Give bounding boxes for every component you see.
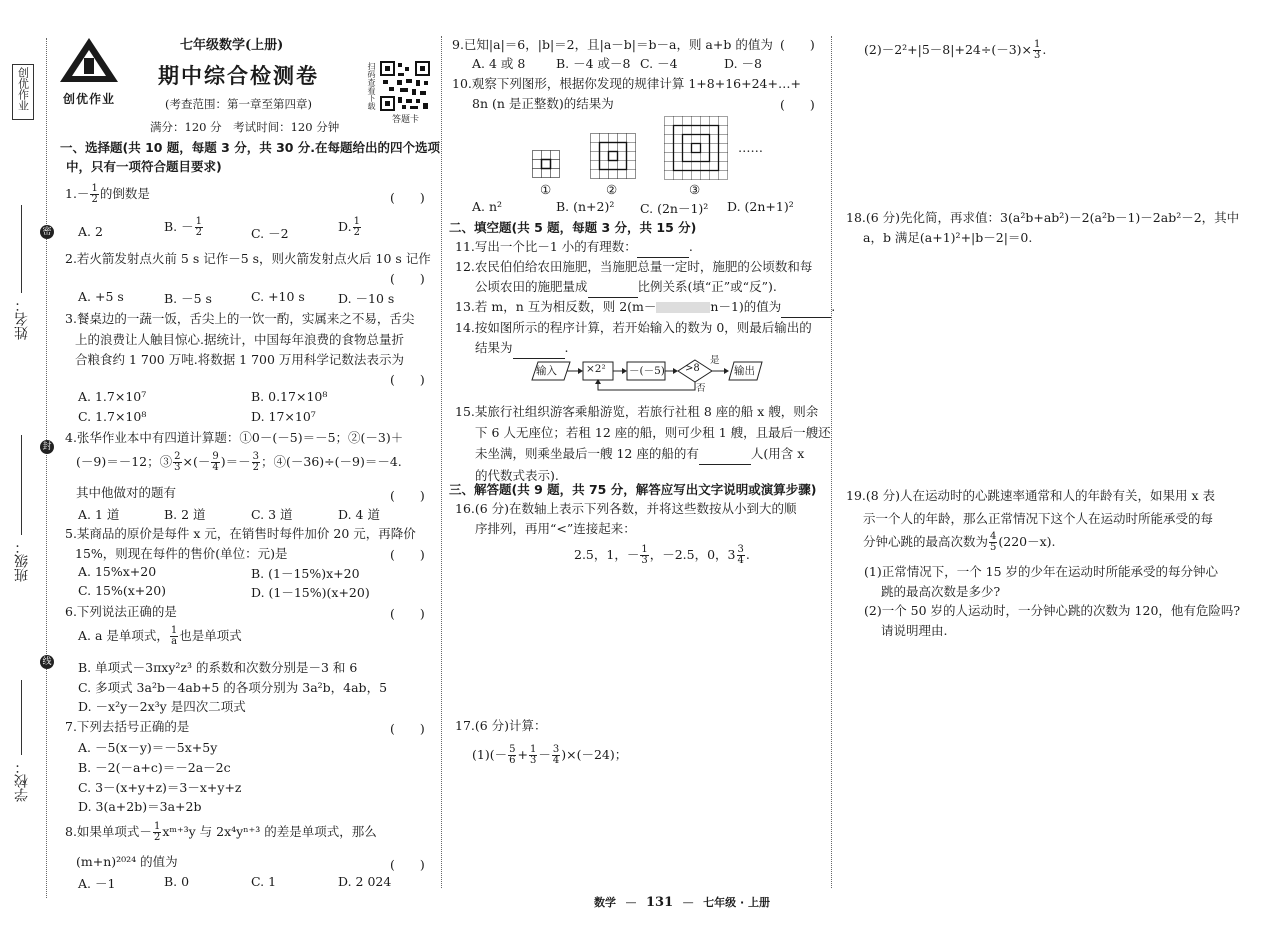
- q4-frac1-den: 3: [174, 462, 181, 473]
- q4-line2-d: )＝－: [220, 454, 251, 469]
- q10-option-d[interactable]: D. (2n+1)²: [727, 199, 794, 214]
- q9-option-a[interactable]: A. 4 或 8: [472, 56, 526, 71]
- q9-answer-paren[interactable]: ( ): [780, 37, 815, 52]
- q10-dots: ……: [738, 140, 763, 155]
- q1-option-b-den: 2: [195, 227, 203, 238]
- q19-stem: [846, 484, 1215, 553]
- q8-line1: [65, 822, 377, 843]
- column-divider-1: [441, 36, 442, 888]
- school-label: 学校：: [14, 760, 30, 802]
- q7-option-a[interactable]: A. －5(x－y)＝－5x+5y: [78, 740, 218, 755]
- q3-answer-paren[interactable]: ( ): [390, 372, 425, 387]
- q4-option-b[interactable]: B. 2 道: [164, 507, 206, 522]
- q4-frac2-num: 9: [212, 451, 219, 462]
- q16-line2: 序排列，再用“<”连接起来：: [475, 521, 636, 536]
- q12-line2-a: 公顷农田的施肥量成: [475, 279, 588, 294]
- q16-stem: [455, 499, 797, 539]
- q7-answer-paren[interactable]: ( ): [390, 721, 425, 736]
- q17-frac3-den: 4: [552, 755, 560, 766]
- q2-option-c[interactable]: C. +10 s: [251, 289, 305, 304]
- class-line[interactable]: [21, 435, 22, 535]
- q10-stem: [452, 74, 801, 114]
- q17-frac4-den: 3: [1034, 50, 1041, 61]
- q8-line2: (m+n)²⁰²⁴ 的值为: [76, 854, 178, 869]
- q16-frac2-num: 3: [737, 544, 744, 555]
- q5-option-a[interactable]: A. 15%x+20: [78, 564, 157, 579]
- q8-option-d[interactable]: D. 2 024: [338, 874, 392, 889]
- q19-answer-area[interactable]: [846, 645, 1236, 885]
- footer: [594, 893, 770, 912]
- q17-frac2-num: 1: [529, 744, 537, 755]
- q19-line3-b: (220－x).: [998, 534, 1056, 549]
- q8-frac-num: 1: [153, 821, 161, 832]
- q17-p2-b: .: [1042, 42, 1047, 57]
- flow-yes-label: 是: [710, 355, 720, 366]
- section2-title: 二、填空题(共 5 题，每题 3 分，共 15 分): [449, 220, 697, 235]
- q9-stem: 9.已知|a|＝6，|b|＝2，且|a－b|＝b－a，则 a+b 的值为: [452, 37, 773, 52]
- seal-mark-xian: 线: [40, 655, 54, 669]
- q17-p1-d: )×(－24)；: [561, 747, 628, 762]
- q1-option-b-text: B. －: [164, 219, 194, 234]
- q4-line2-a: (－9)＝－12；③: [76, 454, 173, 469]
- q4-line2-b: ×: [182, 454, 193, 469]
- qr-side-label: 扫码查看下载: [367, 62, 376, 110]
- q1-stem-tail: 的倒数是: [99, 186, 150, 201]
- footer-dash-left: —: [625, 896, 637, 909]
- q17-answer-area[interactable]: [452, 775, 822, 885]
- q6-option-a-tail: 也是单项式: [179, 628, 242, 643]
- q16-frac1-den: 3: [641, 555, 648, 566]
- q17-frac4-num: 1: [1034, 39, 1041, 50]
- q16-nums-a: 2.5，1，－: [574, 547, 640, 562]
- q1-option-c[interactable]: C. －2: [251, 226, 289, 241]
- q10-figure-2: [590, 133, 636, 183]
- q10-figure-1: [532, 150, 560, 182]
- q9-option-b[interactable]: B. －4 或－8: [556, 56, 631, 71]
- q7-option-c[interactable]: C. 3－(x+y+z)＝3－x+y+z: [78, 780, 242, 795]
- q17-frac4: [1033, 40, 1041, 61]
- q18-line2: a，b 满足(a+1)²+|b－2|＝0.: [863, 230, 1033, 245]
- q1-option-b-frac: [195, 217, 203, 238]
- q9-option-d[interactable]: D. －8: [724, 56, 762, 71]
- q6-option-a-num: 1: [170, 625, 178, 636]
- q3-option-d[interactable]: D. 17×10⁷: [251, 409, 316, 424]
- seal-line: [46, 38, 47, 898]
- q14-end: .: [564, 340, 569, 355]
- q3-line3: 合粮食约 1 700 万吨.将数据 1 700 万用科学记数法表示为: [75, 352, 404, 367]
- q16-frac1: [640, 545, 648, 566]
- q4-frac3: [252, 452, 260, 473]
- q17-frac1: [508, 745, 516, 766]
- q17-p1-b: +: [517, 747, 528, 762]
- q1-frac-num: 1: [91, 183, 98, 194]
- footer-page-number: 131: [646, 895, 674, 910]
- q8-answer-paren[interactable]: ( ): [390, 857, 425, 872]
- q1-option-d-num: 1: [353, 216, 360, 227]
- q19-frac: [989, 532, 997, 553]
- q10-label-1: ①: [540, 182, 552, 197]
- q16-line1: 16.(6 分)在数轴上表示下列各数，并将这些数按从小到大的顺: [455, 501, 797, 516]
- q19-frac-num: 4: [990, 531, 997, 542]
- q15-line2: 下 6 人无座位；若租 12 座的船，则可少租 1 艘，且最后一艘还: [475, 425, 831, 440]
- q7-stem: 7.下列去括号正确的是: [65, 719, 190, 734]
- q12-line2-b: 比例关系(填“正”或“反”).: [637, 279, 777, 294]
- section3-title: 三、解答题(共 9 题，共 75 分，解答应写出文字说明或演算步骤): [449, 482, 817, 497]
- q1-option-d[interactable]: [338, 217, 362, 238]
- q4-frac3-num: 3: [252, 451, 260, 462]
- qr-code-icon: [380, 61, 430, 111]
- q3-option-b[interactable]: B. 0.17×10⁸: [251, 389, 328, 404]
- q5-option-c[interactable]: C. 15%(x+20): [78, 583, 167, 598]
- grade-title: 七年级数学(上册): [180, 38, 284, 53]
- q11-answer-blank[interactable]: [637, 237, 689, 258]
- q11-text: 11.写出一个比－1 小的有理数：: [455, 239, 637, 254]
- qr-side-text: [367, 62, 379, 112]
- q1-frac: [90, 184, 98, 205]
- q4-frac2-den: 4: [212, 462, 219, 473]
- column-divider-2: [831, 36, 832, 888]
- q16-nums-c: .: [745, 547, 750, 562]
- q13-stem: [455, 297, 835, 318]
- q13-answer-blank[interactable]: [781, 297, 831, 318]
- section1-title: [60, 138, 440, 176]
- q17-part1: [472, 745, 627, 766]
- q17-frac3-num: 3: [552, 744, 560, 755]
- class-label: 班级：: [14, 540, 30, 582]
- q10-grid-3-icon: [664, 116, 728, 180]
- q10-option-a[interactable]: A. n²: [472, 199, 503, 214]
- q10-answer-paren[interactable]: ( ): [780, 97, 815, 112]
- q19-frac-den: 5: [990, 542, 997, 553]
- q12-line2: [455, 277, 812, 298]
- q8-frac-den: 2: [153, 832, 161, 843]
- q8-option-c[interactable]: C. 1: [251, 874, 277, 889]
- q19-sub2-line1: (2)一个 50 岁的人运动时，一分钟心跳的次数为 120，他有危险吗?: [864, 603, 1241, 618]
- q6-stem: 6.下列说法正确的是: [65, 604, 177, 619]
- q19-sub2-line2: 请说明理由.: [881, 623, 948, 638]
- q17-part2: [864, 40, 1046, 61]
- logo-triangle-icon: [58, 36, 120, 86]
- q12-line1: 12.农民伯伯给农田施肥，当施肥总量一定时，施肥的公顷数和每: [455, 259, 813, 274]
- q14-line2: [455, 338, 812, 359]
- flow-times-label: ×2²: [586, 363, 606, 375]
- q10-label-2: ②: [606, 182, 618, 197]
- q6-answer-paren[interactable]: ( ): [390, 606, 425, 621]
- q4-line3: 其中他做对的题有: [76, 485, 177, 500]
- q3-option-a[interactable]: A. 1.7×10⁷: [78, 389, 147, 404]
- q5-line2: 15%，则现在每件的售价(单位：元)是: [75, 546, 288, 561]
- name-line[interactable]: [21, 205, 22, 293]
- q10-grid-1-icon: [532, 150, 560, 178]
- q3-option-c[interactable]: C. 1.7×10⁸: [78, 409, 147, 424]
- section1-title-line2: 中，只有一项符合题目要求): [66, 159, 222, 174]
- q12-stem: [455, 257, 812, 298]
- q12-answer-blank[interactable]: [588, 277, 638, 298]
- q4-line1: 4.张华作业本中有四道计算题：①0－(－5)＝－5；②(－3)＋: [65, 430, 404, 445]
- seal-mark-mi: 密: [40, 225, 54, 239]
- q8-option-b[interactable]: B. 0: [164, 874, 190, 889]
- q19-line3: [846, 530, 1215, 553]
- q8-line1-a: 8.如果单项式－: [65, 824, 152, 839]
- q1-frac-den: 2: [91, 194, 98, 205]
- q5-option-b[interactable]: B. (1－15%)x+20: [251, 566, 360, 581]
- q10-figure-3: [664, 116, 728, 184]
- q8-line1-b: xᵐ⁺³y 与 2x⁴yⁿ⁺³ 的差是单项式，那么: [162, 824, 377, 839]
- flow-output-label: 输出: [734, 365, 755, 377]
- q16-nums-b: ，－2.5，0，3: [649, 547, 736, 562]
- q6-option-a-frac: [170, 626, 178, 647]
- q7-option-b[interactable]: B. －2(－a+c)＝－2a－2c: [78, 760, 231, 775]
- q13-blurred: [656, 302, 710, 313]
- q4-option-a[interactable]: A. 1 道: [78, 507, 120, 522]
- q14-line2-text: 结果为: [475, 340, 513, 355]
- flow-minus-label: －(－5): [629, 365, 665, 377]
- q10-option-b[interactable]: B. (n+2)²: [556, 199, 615, 214]
- q15-line3-b: 人(用含 x: [750, 446, 805, 461]
- q5-answer-paren[interactable]: ( ): [390, 547, 425, 562]
- q4-line2-e: ；④(－36)÷(－9)＝－4.: [261, 454, 402, 469]
- q10-option-c[interactable]: C. (2n－1)²: [640, 201, 709, 216]
- q17-frac2: [529, 745, 537, 766]
- binding-tag: [12, 64, 34, 120]
- q14-line1: 14.按如图所示的程序计算，若开始输入的数为 0，则最后输出的: [455, 320, 812, 335]
- binding-tag-text: 创优作业: [16, 67, 30, 111]
- q16-answer-area[interactable]: [452, 580, 822, 710]
- q15-line4: 的代数式表示).: [475, 468, 559, 483]
- flow-input-label: 输入: [536, 365, 557, 377]
- q13-end: .: [831, 299, 836, 314]
- exam-meta: 满分：120 分 考试时间：120 分钟: [150, 120, 340, 134]
- q15-line1: 15.某旅行社组织游客乘船游览，若旅行社租 8 座的船 x 艘，则余: [455, 404, 819, 419]
- q8-option-a[interactable]: A. －1: [78, 876, 116, 891]
- q11-stem: [455, 237, 693, 258]
- q5-line1: 5.某商品的原价是每件 x 元，在销售时每件加价 20 元，再降价: [65, 526, 416, 541]
- q3-stem: [65, 309, 414, 371]
- q6-option-d[interactable]: D. －x²y－2x³y 是四次二项式: [78, 699, 246, 714]
- q15-stem: [455, 401, 831, 486]
- footer-subject: 数学: [594, 896, 616, 909]
- q1-stem-head: 1.－: [65, 186, 90, 201]
- q18-stem: [846, 208, 1239, 248]
- q13-text-b: n－1)的值为: [710, 299, 782, 314]
- q3-line1: 3.餐桌边的一蔬一饭，舌尖上的一饮一酌，实属来之不易，舌尖: [65, 311, 415, 326]
- qr-code[interactable]: [380, 61, 430, 111]
- q4-answer-paren[interactable]: ( ): [390, 488, 425, 503]
- section1-title-line1: 一、选择题(共 10 题，每题 3 分，共 30 分.在每题给出的四个选项: [60, 140, 441, 155]
- q5-stem: [65, 524, 416, 564]
- q17-part2-answer-area[interactable]: [846, 70, 1236, 200]
- q14-flowchart: [528, 355, 768, 394]
- q2-option-d[interactable]: D. －10 s: [338, 291, 395, 306]
- q16-frac2-den: 4: [737, 555, 744, 566]
- q4-frac1: [173, 452, 181, 473]
- q6-option-c[interactable]: C. 多项式 3a²b－4ab+5 的各项分别为 3a²b，4ab，5: [78, 680, 388, 695]
- q4-line2-c: (－: [192, 454, 211, 469]
- q7-option-d[interactable]: D. 3(a+2b)＝3a+2b: [78, 799, 202, 814]
- footer-grade: 七年级 · 上册: [703, 896, 770, 909]
- q1-option-a[interactable]: A. 2: [78, 224, 103, 239]
- q17-frac2-den: 3: [529, 755, 537, 766]
- q19-sub1: [864, 562, 1218, 602]
- q16-frac1-num: 1: [641, 544, 648, 555]
- q13-text-a: 13.若 m，n 互为相反数，则 2(m－: [455, 299, 657, 314]
- flow-no-label: 否: [696, 383, 706, 394]
- q14-stem: [455, 318, 812, 359]
- q10-line2: 8n (n 是正整数)的结果为: [472, 96, 614, 111]
- footer-dash-right: —: [682, 896, 694, 909]
- q1-option-d-text: D.: [338, 219, 352, 234]
- q10-grid-2-icon: [590, 133, 636, 179]
- q19-sub1-line2: 跳的最高次数是多少?: [881, 584, 1001, 599]
- q11-end: .: [688, 239, 693, 254]
- q19-sub2: [864, 601, 1240, 641]
- q17-frac3: [552, 745, 560, 766]
- q2-stem: 2.若火箭发射点火前 5 s 记作－5 s，则火箭发射点火后 10 s 记作: [65, 251, 431, 266]
- seal-mark-feng: 封: [40, 440, 54, 454]
- q8-frac: [153, 822, 161, 843]
- q19-line2: 示一个人的年龄，那么正常情况下这个人在运动时所能承受的每: [863, 511, 1214, 526]
- q2-option-a[interactable]: A. +5 s: [78, 289, 124, 304]
- q19-line3-a: 分钟心跳的最高次数为: [863, 534, 989, 549]
- q3-line2: 上的浪费让人触目惊心.据统计，中国每年浪费的食物总量折: [75, 331, 404, 347]
- q4-option-d[interactable]: D. 4 道: [338, 507, 380, 522]
- q17-p1-c: －: [538, 747, 551, 762]
- q15-line3-a: 未坐满，则乘坐最后一艘 12 座的船的有: [475, 446, 699, 461]
- exam-scope: (考查范围：第一章至第四章): [165, 97, 312, 111]
- q17-p2-a: (2)－2²+|5－8|+24÷(－3)×: [864, 42, 1033, 57]
- q4-frac2: [211, 452, 219, 473]
- logo-text: 创优作业: [62, 92, 115, 106]
- q6-option-a-den: a: [171, 636, 178, 647]
- flow-compare-label: >8: [685, 363, 700, 374]
- q15-answer-blank[interactable]: [699, 443, 751, 465]
- q16-frac2: [737, 545, 745, 566]
- q9-option-c[interactable]: C. －4: [640, 56, 678, 71]
- q4-frac3-den: 2: [252, 462, 260, 473]
- q5-option-d[interactable]: D. (1－15%)(x+20): [251, 585, 370, 600]
- q18-line1: 18.(6 分)先化简，再求值：3(a²b+ab²)－2(a²b－1)－2ab²－2，其中: [846, 210, 1240, 225]
- exam-title: 期中综合检测卷: [158, 64, 319, 88]
- q1-option-b-num: 1: [195, 216, 203, 227]
- q1-option-d-frac: [353, 217, 361, 238]
- q1-stem: [65, 184, 150, 205]
- q2-answer-paren[interactable]: ( ): [390, 271, 425, 286]
- q17-title: 17.(6 分)计算：: [455, 718, 547, 733]
- q17-frac1-den: 6: [509, 755, 516, 766]
- name-label: 姓名：: [14, 298, 30, 340]
- q1-option-b[interactable]: [164, 217, 204, 238]
- q10-line1: 10.观察下列图形，根据你发现的规律计算 1+8+16+24+…+: [452, 76, 801, 91]
- q4-frac1-num: 2: [174, 451, 181, 462]
- q18-answer-area[interactable]: [846, 255, 1236, 475]
- q17-frac1-num: 5: [509, 744, 516, 755]
- qr-caption: 答题卡: [392, 115, 420, 125]
- logo: [58, 36, 120, 106]
- q17-p1-a: (1)(－: [472, 747, 508, 762]
- q2-option-b[interactable]: B. －5 s: [164, 291, 212, 306]
- q19-line1: 19.(8 分)人在运动时的心跳速率通常和人的年龄有关，如果用 x 表: [846, 488, 1216, 503]
- q1-option-d-den: 2: [353, 227, 360, 238]
- q4-option-c[interactable]: C. 3 道: [251, 507, 293, 522]
- q10-label-3: ③: [689, 182, 701, 197]
- q19-sub1-line1: (1)正常情况下，一个 15 岁的少年在运动时所能承受的每分钟心: [864, 564, 1219, 579]
- q6-option-b[interactable]: B. 单项式－3πxy²z³ 的系数和次数分别是－3 和 6: [78, 660, 358, 675]
- q1-answer-paren[interactable]: ( ): [390, 190, 425, 205]
- q6-option-a[interactable]: [78, 626, 242, 647]
- q16-numbers: [574, 545, 750, 566]
- q4-line2: [76, 452, 402, 473]
- q6-option-a-text: A. a 是单项式，: [78, 628, 169, 643]
- q15-line3: [455, 443, 831, 465]
- q14-answer-blank[interactable]: [513, 338, 565, 359]
- school-line[interactable]: [21, 680, 22, 755]
